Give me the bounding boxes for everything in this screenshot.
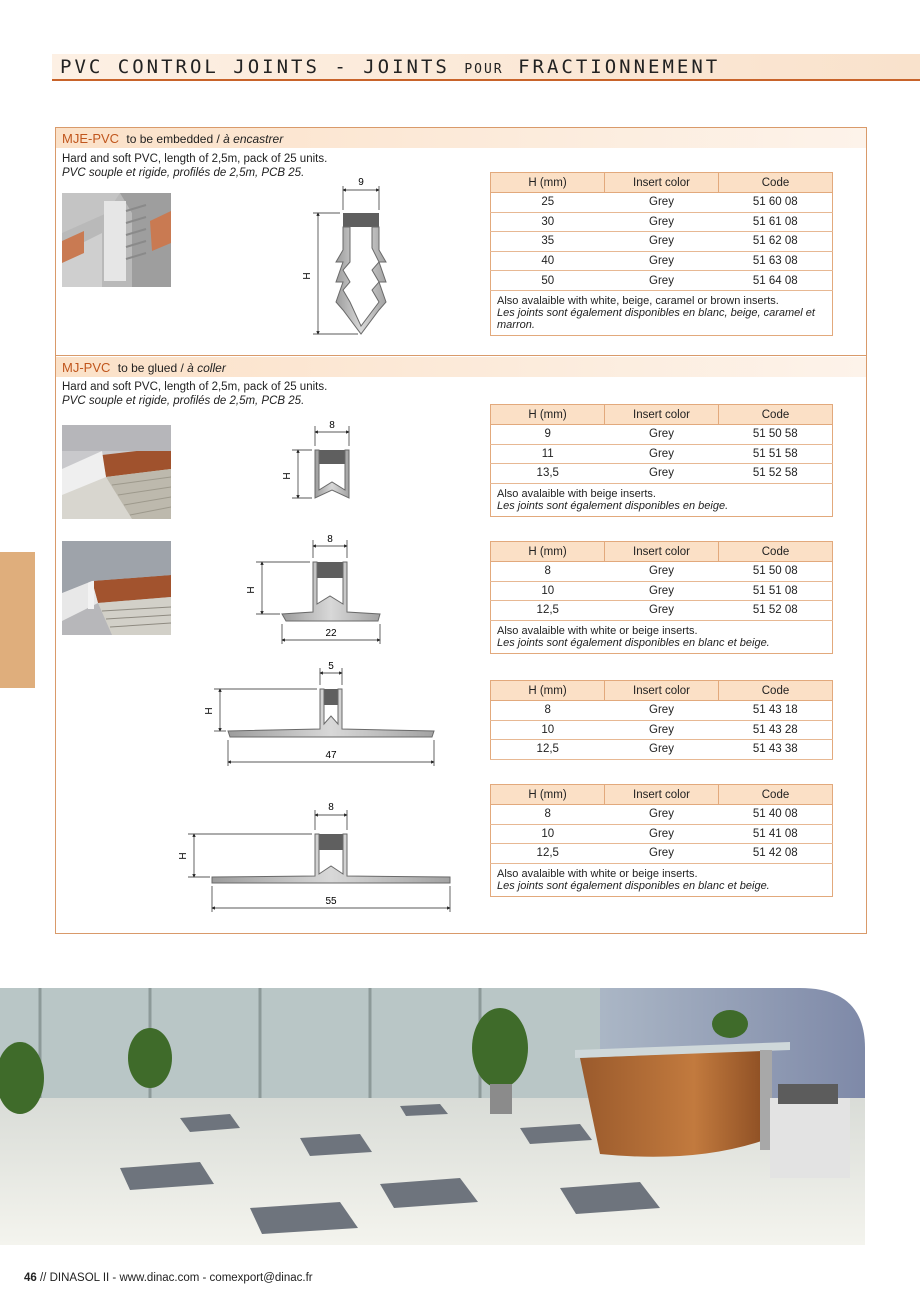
cell-code: 51 64 08: [719, 271, 833, 291]
col-header-h: H (mm): [491, 173, 605, 193]
drawing-mje: [302, 177, 386, 334]
insert: [319, 834, 343, 850]
title-main: PVC CONTROL JOINTS: [60, 56, 320, 78]
cell-h: 8: [491, 701, 605, 721]
page-number: 46: [24, 1272, 37, 1284]
drawing-mj-2: [246, 534, 380, 644]
cell-h: 10: [491, 720, 605, 740]
cell-code: 51 43 18: [719, 701, 833, 721]
cell-code: 51 62 08: [719, 232, 833, 252]
dimension-base: 47: [325, 750, 337, 761]
lobby-photo: [0, 988, 865, 1245]
insert: [319, 450, 345, 464]
title-separator: -: [319, 56, 364, 78]
cell-color: Grey: [605, 805, 719, 825]
note-fr: Les joints sont également disponibles en blanc et beige.: [497, 636, 770, 649]
cell-h: 12,5: [491, 740, 605, 760]
insert: [317, 562, 343, 578]
cell-color: Grey: [605, 251, 719, 271]
cell-h: 12,5: [491, 844, 605, 864]
section-subtitle-fr: à encastrer: [223, 132, 284, 146]
col-header-code: Code: [719, 173, 833, 193]
cell-h: 30: [491, 212, 605, 232]
cell-code: 51 63 08: [719, 251, 833, 271]
cell-color: Grey: [605, 720, 719, 740]
cell-h: 35: [491, 232, 605, 252]
insert: [324, 689, 338, 705]
cell-h: 10: [491, 581, 605, 601]
cell-code: 51 50 58: [719, 425, 833, 445]
cell-color: Grey: [605, 740, 719, 760]
dimension-height: H: [282, 472, 293, 480]
cell-code: 51 43 38: [719, 740, 833, 760]
cell-code: 51 41 08: [719, 824, 833, 844]
dimension-width: 9: [358, 177, 364, 188]
note-en: Also avalaible with beige inserts.: [497, 487, 656, 500]
col-header-h: H (mm): [491, 785, 605, 805]
drawing-mj-1: [282, 420, 349, 498]
footer: [24, 1272, 313, 1284]
cell-code: 51 61 08: [719, 212, 833, 232]
note-en: Also avalaible with white or beige inserts.: [497, 867, 698, 880]
cell-color: Grey: [605, 844, 719, 864]
title-fr-3: FRACTIONNEMENT: [503, 56, 721, 78]
cell-h: 40: [491, 251, 605, 271]
col-header-code: Code: [719, 405, 833, 425]
drawing-mj-3: [204, 661, 434, 766]
dimension-height: H: [246, 586, 257, 594]
desc-fr: PVC souple et rigide, profilés de 2,5m, PCB 25.: [62, 395, 305, 407]
dimension-width: 8: [328, 802, 334, 813]
cell-h: 50: [491, 271, 605, 291]
cell-code: 51 60 08: [719, 193, 833, 213]
cell-color: Grey: [605, 193, 719, 213]
note-en: Also avalaible with white, beige, caramel or brown inserts.: [497, 294, 779, 307]
col-header-h: H (mm): [491, 542, 605, 562]
cell-h: 9: [491, 425, 605, 445]
cell-code: 51 52 58: [719, 464, 833, 484]
dimension-width: 8: [327, 534, 333, 545]
col-header-color: Insert color: [605, 785, 719, 805]
cell-color: Grey: [605, 562, 719, 582]
cell-color: Grey: [605, 212, 719, 232]
dimension-height: H: [302, 272, 313, 280]
col-header-code: Code: [719, 681, 833, 701]
cell-code: 51 50 08: [719, 562, 833, 582]
cell-h: 12,5: [491, 601, 605, 621]
cell-h: 8: [491, 562, 605, 582]
section-code: MJ-PVC: [62, 360, 111, 375]
cell-code: 51 51 08: [719, 581, 833, 601]
dimension-width: 8: [329, 420, 335, 431]
col-header-color: Insert color: [605, 173, 719, 193]
col-header-code: Code: [719, 785, 833, 805]
note-fr: Les joints sont également disponibles en beige.: [497, 499, 729, 512]
section-subtitle-en: to be embedded /: [126, 132, 224, 146]
footer-text: // DINASOL II - www.dinac.com - comexport@dinac.fr: [36, 1272, 313, 1284]
note-fr: Les joints sont également disponibles en blanc et beige.: [497, 879, 770, 892]
cell-h: 10: [491, 824, 605, 844]
cell-code: 51 51 58: [719, 444, 833, 464]
cell-h: 25: [491, 193, 605, 213]
dimension-height: H: [178, 852, 189, 860]
cell-color: Grey: [605, 232, 719, 252]
cell-code: 51 42 08: [719, 844, 833, 864]
dimension-width: 5: [328, 661, 334, 672]
cell-h: 13,5: [491, 464, 605, 484]
cell-color: Grey: [605, 581, 719, 601]
section-subtitle-en: to be glued /: [117, 361, 188, 375]
cell-color: Grey: [605, 601, 719, 621]
cell-code: 51 40 08: [719, 805, 833, 825]
col-header-h: H (mm): [491, 681, 605, 701]
title-fr-2: POUR: [464, 62, 504, 77]
cell-h: 11: [491, 444, 605, 464]
col-header-color: Insert color: [605, 542, 719, 562]
insert: [343, 213, 379, 227]
title-fr-1: JOINTS: [363, 56, 465, 78]
cell-color: Grey: [605, 824, 719, 844]
col-header-color: Insert color: [605, 405, 719, 425]
desc-fr: PVC souple et rigide, profilés de 2,5m, PCB 25.: [62, 167, 305, 179]
col-header-h: H (mm): [491, 405, 605, 425]
dimension-base: 22: [325, 628, 337, 639]
col-header-code: Code: [719, 542, 833, 562]
cell-color: Grey: [605, 271, 719, 291]
section-subtitle-fr: à coller: [187, 361, 226, 375]
dimension-base: 55: [325, 896, 337, 907]
desc-en: Hard and soft PVC, length of 2,5m, pack of 25 units.: [62, 153, 328, 165]
cell-color: Grey: [605, 464, 719, 484]
cell-color: Grey: [605, 444, 719, 464]
cell-code: 51 43 28: [719, 720, 833, 740]
desc-en: Hard and soft PVC, length of 2,5m, pack of 25 units.: [62, 381, 328, 393]
col-header-color: Insert color: [605, 681, 719, 701]
cell-color: Grey: [605, 425, 719, 445]
dimension-height: H: [204, 707, 215, 715]
drawing-mj-4: [178, 802, 450, 912]
note-fr: Les joints sont également disponibles en blanc, beige, caramel et marron.: [497, 306, 815, 331]
note-en: Also avalaible with white or beige inserts.: [497, 624, 698, 637]
cell-color: Grey: [605, 701, 719, 721]
cell-h: 8: [491, 805, 605, 825]
section-code: MJE-PVC: [62, 131, 120, 146]
cell-code: 51 52 08: [719, 601, 833, 621]
profile-body: [336, 227, 386, 334]
